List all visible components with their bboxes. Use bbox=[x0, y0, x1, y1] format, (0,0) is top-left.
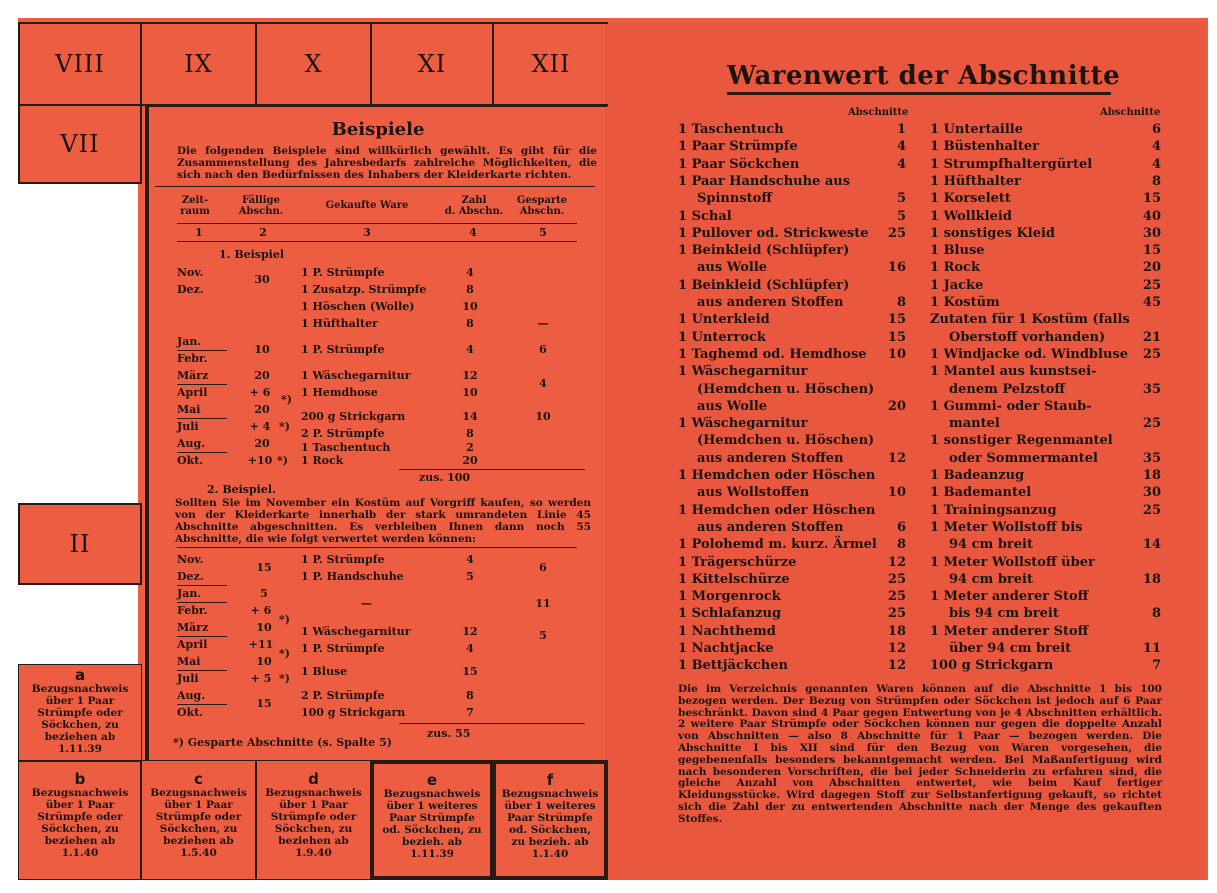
period: Okt. bbox=[177, 454, 204, 467]
due: + 6 bbox=[249, 386, 271, 399]
item-value: 16 bbox=[887, 260, 906, 276]
item-value: 10 bbox=[887, 485, 906, 501]
item-value: 6 bbox=[896, 519, 906, 535]
due: 5 bbox=[260, 587, 268, 600]
month-coupon-vii: VII bbox=[18, 104, 142, 184]
item-label: 1 Nachthemd bbox=[678, 623, 776, 639]
divider bbox=[177, 585, 227, 586]
item-value: 20 bbox=[1142, 260, 1161, 276]
item-label: 1 Morgenrock bbox=[678, 589, 781, 605]
item: 1 Zusatzp. Strümpfe bbox=[301, 283, 427, 296]
item-label: denem Pelzstoff bbox=[949, 381, 1066, 397]
item-value: 18 bbox=[1142, 468, 1161, 483]
item-label: 1 Badeanzug bbox=[930, 468, 1025, 483]
item-label: 1 Wollkleid bbox=[930, 208, 1012, 224]
month-coupon-xi: XI bbox=[370, 22, 494, 106]
item-value: 35 bbox=[1142, 450, 1161, 466]
item-label: 1 Gummi- oder Staub- bbox=[930, 398, 1092, 414]
warenwert-title: Warenwert der Abschnitte bbox=[727, 60, 1111, 95]
item-label: 1 Mantel aus kunstsei- bbox=[930, 364, 1097, 380]
count: 12 bbox=[462, 369, 478, 382]
due: 10 bbox=[254, 343, 270, 356]
item-label: 1 sonstiges Kleid bbox=[930, 225, 1056, 241]
period: April bbox=[177, 386, 208, 399]
period: Mai bbox=[177, 403, 201, 416]
item-value: 25 bbox=[887, 225, 906, 241]
item-label: 1 Büstenhalter bbox=[930, 139, 1039, 155]
col-number: 2 bbox=[259, 226, 267, 239]
item-value: 12 bbox=[887, 450, 906, 466]
header-faellige: Fällige Abschn. bbox=[238, 195, 284, 217]
item-label: aus Wollstoffen bbox=[697, 485, 810, 501]
coupon-letter: d bbox=[308, 770, 319, 788]
item-label: 1 Schlafanzug bbox=[678, 606, 782, 622]
period: Dez. bbox=[177, 570, 204, 583]
due: 10 bbox=[256, 621, 272, 634]
count: 5 bbox=[466, 570, 474, 583]
item-value: 25 bbox=[887, 606, 906, 622]
item-label: aus anderen Stoffen bbox=[697, 295, 844, 310]
coupon-letter: c bbox=[194, 770, 203, 788]
footnote: *) Gesparte Abschnitte (s. Spalte 5) bbox=[173, 736, 392, 749]
due: 20 bbox=[254, 437, 270, 450]
item-label: Spinnstoff bbox=[697, 191, 772, 207]
item-label: aus Wolle bbox=[697, 260, 768, 276]
item-label: oder Sommermantel bbox=[949, 450, 1098, 466]
saved: 4 bbox=[539, 377, 547, 390]
col-number: 5 bbox=[539, 226, 547, 239]
item-label: 1 Hüfthalter bbox=[930, 173, 1021, 189]
item-value: 25 bbox=[887, 571, 906, 587]
count: 20 bbox=[462, 454, 478, 467]
divider bbox=[177, 704, 227, 705]
item-value: 8 bbox=[1151, 606, 1161, 622]
divider bbox=[177, 547, 577, 548]
divider bbox=[177, 670, 227, 671]
footnote-star: *) bbox=[279, 647, 290, 660]
coupon-e bbox=[370, 760, 494, 880]
divider bbox=[177, 350, 227, 351]
item: 1 P. Strümpfe bbox=[301, 343, 385, 356]
item-value: 8 bbox=[1151, 173, 1161, 189]
count: 8 bbox=[466, 317, 474, 330]
item-value: 6 bbox=[1151, 122, 1161, 137]
item-label: 1 Jacke bbox=[930, 277, 984, 293]
item-label: 1 Kostüm bbox=[930, 295, 1000, 310]
count: 7 bbox=[466, 706, 474, 719]
item: 1 Rock bbox=[301, 454, 344, 467]
item-label: 1 Windjacke od. Windbluse bbox=[930, 346, 1129, 362]
due: 15 bbox=[256, 561, 272, 574]
count: 8 bbox=[466, 689, 474, 702]
divider bbox=[399, 723, 585, 724]
example-2-intro: Sollten Sie im November ein Kostüm auf Vorgriff kaufen, so werden von der Kleiderkarte innerhalb der stark umrandeten Linie 45 Abschnitte abgeschnitten. Es verbleiben Ihnen dann noch 55 Abschnitte, die wie folgt verwertet werden können: bbox=[175, 497, 591, 545]
item-value: 5 bbox=[896, 208, 906, 224]
due: 20 bbox=[254, 369, 270, 382]
item-label: 1 Bluse bbox=[930, 243, 985, 259]
month-coupon-ix: IX bbox=[140, 22, 257, 106]
item-value: 11 bbox=[1142, 641, 1161, 656]
item-label: 100 g Strickgarn bbox=[930, 658, 1054, 674]
item-value: 30 bbox=[1142, 485, 1161, 501]
coupon-letter: e bbox=[426, 771, 438, 789]
cut-out-hole bbox=[18, 183, 138, 503]
item-value: 4 bbox=[1151, 156, 1161, 172]
coupon-c bbox=[140, 760, 257, 880]
period: Jan. bbox=[177, 335, 202, 348]
period: März bbox=[177, 369, 209, 382]
col-number: 1 bbox=[195, 226, 203, 239]
period: Febr. bbox=[177, 604, 208, 617]
divider bbox=[155, 186, 595, 187]
item-value: 4 bbox=[896, 156, 906, 172]
item-label: (Hemdchen u. Höschen) bbox=[697, 433, 875, 449]
period: Dez. bbox=[177, 283, 204, 296]
beispiele-title: Beispiele bbox=[331, 119, 425, 140]
item: 100 g Strickgarn bbox=[301, 706, 406, 719]
item-value: 12 bbox=[887, 554, 906, 570]
due: + 6 bbox=[250, 604, 272, 617]
divider bbox=[177, 241, 577, 242]
item: 2 P. Strümpfe bbox=[301, 427, 385, 440]
coupon-f bbox=[492, 760, 608, 880]
item: 1 Wäschegarnitur bbox=[301, 369, 411, 382]
footnote-star: *) bbox=[277, 454, 288, 467]
item-label: 1 Taschentuch bbox=[678, 122, 784, 137]
coupon-letter: b bbox=[74, 770, 86, 788]
item-label: 1 Wäschegarnitur bbox=[678, 364, 808, 380]
coupon-letter: a bbox=[74, 666, 86, 684]
item-value: 12 bbox=[887, 641, 906, 656]
item: 1 P. Strümpfe bbox=[301, 553, 385, 566]
example-2-title: 2. Beispiel. bbox=[207, 483, 276, 496]
period: Mai bbox=[177, 655, 201, 668]
count: 10 bbox=[462, 300, 478, 313]
item: — bbox=[361, 597, 372, 610]
column-label-left: Abschnitte bbox=[848, 107, 909, 118]
item-label: 1 Beinkleid (Schlüpfer) bbox=[678, 243, 850, 259]
item-label: 1 Nachtjacke bbox=[678, 641, 774, 656]
due: +10 bbox=[247, 454, 273, 467]
footnote-star: *) bbox=[279, 420, 290, 433]
item-label: 1 Trägerschürze bbox=[678, 554, 797, 570]
coupon-a bbox=[18, 664, 142, 762]
saved: 6 bbox=[539, 343, 547, 356]
item-label: 94 cm breit bbox=[949, 537, 1033, 553]
coupon-text: Bezugsnachweis über 1 Paar Strümpfe oder Söckchen, zu beziehen ab 1.9.40 bbox=[265, 787, 362, 859]
period: Juli bbox=[177, 672, 199, 685]
due: 10 bbox=[256, 655, 272, 668]
item-label: 1 Polohemd m. kurz. Ärmel bbox=[678, 537, 877, 553]
month-coupon-x: X bbox=[255, 22, 372, 106]
item-label: aus anderen Stoffen bbox=[697, 450, 844, 466]
divider bbox=[177, 223, 577, 224]
example-1-title: 1. Beispiel bbox=[219, 248, 285, 261]
col-number: 4 bbox=[469, 226, 477, 239]
item-label: 1 Rock bbox=[930, 260, 980, 276]
item-label: 1 Kittelschürze bbox=[678, 571, 790, 587]
coupon-text: Bezugsnachweis über 1 Paar Strümpfe oder Söckchen, zu beziehen ab 1.5.40 bbox=[150, 787, 247, 859]
item-value: 8 bbox=[896, 537, 906, 553]
item: 200 g Strickgarn bbox=[301, 410, 406, 423]
item-label: 1 sonstiger Regenmantel bbox=[930, 433, 1113, 449]
item: 2 P. Strümpfe bbox=[301, 689, 385, 702]
item-label: bis 94 cm breit bbox=[949, 606, 1059, 622]
month-coupon-ii: II bbox=[18, 503, 142, 585]
item-label: (Hemdchen u. Höschen) bbox=[697, 381, 875, 397]
item-value: 21 bbox=[1142, 329, 1161, 345]
saved: 10 bbox=[535, 410, 551, 423]
item: 1 P. Handschuhe bbox=[301, 570, 404, 583]
saved: 5 bbox=[539, 629, 547, 642]
beispiele-intro: Die folgenden Beispiele sind willkürlich gewählt. Es gibt für die Zusammenstellung des Jahresbedarfs zahlreiche Möglichkeiten, die sich nach den Bedürfnissen des Inhabers der Kleiderkarte richten. bbox=[177, 145, 597, 181]
item-value: 7 bbox=[1151, 658, 1161, 674]
item-label: 1 Paar Strümpfe bbox=[678, 139, 798, 155]
coupon-text: Bezugsnachweis über 1 Paar Strümpfe oder Söckchen, zu beziehen ab 1.1.40 bbox=[31, 787, 129, 859]
header-zahl: Zahl d. Abschn. bbox=[444, 195, 504, 217]
cut-out-hole bbox=[18, 583, 138, 665]
example-2-sum: zus. 55 bbox=[427, 727, 471, 740]
item-label: 1 Meter Wollstoff über bbox=[930, 554, 1095, 570]
period: April bbox=[177, 638, 208, 651]
period: Aug. bbox=[177, 437, 206, 450]
item-label: 1 Meter anderer Stoff bbox=[930, 589, 1089, 605]
item-value: 12 bbox=[887, 658, 906, 674]
item-label: 1 Pullover od. Strickweste bbox=[678, 225, 869, 241]
item-value: 14 bbox=[1142, 537, 1161, 553]
count: 4 bbox=[466, 266, 474, 279]
item: 1 Bluse bbox=[301, 665, 348, 678]
footnote-star: *) bbox=[279, 672, 290, 685]
due: 20 bbox=[254, 403, 270, 416]
due: + 4 bbox=[249, 420, 271, 433]
due: 15 bbox=[256, 697, 272, 710]
item-label: 1 Schal bbox=[678, 208, 732, 224]
period: Nov. bbox=[177, 553, 204, 566]
count: 4 bbox=[466, 553, 474, 566]
count: 8 bbox=[466, 283, 474, 296]
month-coupon-xii: XII bbox=[492, 22, 608, 106]
footnote-star: *) bbox=[281, 393, 292, 406]
due: 30 bbox=[254, 273, 270, 286]
period: Aug. bbox=[177, 689, 206, 702]
item-value: 25 bbox=[1142, 502, 1161, 518]
col-number: 3 bbox=[363, 226, 371, 239]
item-value: 40 bbox=[1142, 208, 1161, 224]
item-label: 1 Unterrock bbox=[678, 329, 766, 345]
item-value: 25 bbox=[1142, 277, 1161, 293]
header-ware: Gekaufte Ware bbox=[325, 200, 409, 211]
item-value: 1 bbox=[896, 122, 906, 137]
item-value: 15 bbox=[887, 329, 906, 345]
item-label: 1 Meter anderer Stoff bbox=[930, 623, 1089, 639]
item: 1 P. Strümpfe bbox=[301, 642, 385, 655]
item-value: 18 bbox=[887, 623, 906, 639]
item-label: 1 Paar Söckchen bbox=[678, 156, 800, 172]
coupon-text: Bezugsnachweis über 1 weiteres Paar Strümpfe od. Söckchen, zu bezieh. ab 1.1.40 bbox=[501, 788, 599, 860]
column-label-right: Abschnitte bbox=[1100, 107, 1161, 118]
item-label: 1 Unterkleid bbox=[678, 312, 770, 328]
item-value: 5 bbox=[896, 191, 906, 207]
item-value: 25 bbox=[1142, 416, 1161, 432]
count: 12 bbox=[462, 625, 478, 638]
due: +11 bbox=[248, 638, 274, 651]
item-label: 1 Untertaille bbox=[930, 122, 1023, 137]
coupon-text: Bezugsnachweis über 1 weiteres Paar Strümpfe od. Söckchen, zu bezieh. ab 1.11.39 bbox=[382, 788, 482, 860]
header-gesparte: Gesparte Abschn. bbox=[516, 195, 568, 217]
item-label: 1 Beinkleid (Schlüpfer) bbox=[678, 277, 850, 293]
item: 1 P. Strümpfe bbox=[301, 266, 385, 279]
item-label: 1 Wäschegarnitur bbox=[678, 416, 808, 432]
item-label: 1 Trainingsanzug bbox=[930, 502, 1057, 518]
item-label: 1 Bettjäckchen bbox=[678, 658, 788, 674]
item-value: 15 bbox=[887, 312, 906, 328]
item-label: mantel bbox=[949, 416, 1000, 432]
item: 1 Taschentuch bbox=[301, 441, 391, 454]
period: Jan. bbox=[177, 587, 202, 600]
item-label: Zutaten für 1 Kostüm (falls bbox=[930, 312, 1130, 328]
item-value: 10 bbox=[887, 346, 906, 362]
divider bbox=[177, 602, 227, 603]
item: 1 Höschen (Wolle) bbox=[301, 300, 415, 313]
item-label: 1 Bademantel bbox=[930, 485, 1032, 501]
period: Juli bbox=[177, 420, 199, 433]
item-label: über 94 cm breit bbox=[949, 641, 1072, 656]
warenwert-footer-note: Die im Verzeichnis genannten Waren können auf die Abschnitte 1 bis 100 bezogen werden. Der Bezug von Strümpfen oder Söckchen ist jedoch auf 6 Paar beschränkt. Davon sind 4 Paar gegen Entwertung von je 4 Abschnitten erhältlich. 2 weitere Paar Strümpfe oder Söckchen können nur gegen die doppelte Anzahl von Abschnitten — also 8 Abschnitte für 1 Paar — bezogen werden. Die Abschnitte I bis XII sind für den Bezug von Waren vorgesehen, die gegebenenfalls besonders bekanntgemacht werden. Bei Maßanfertigung wird nach besonderen Vorschriften, die bei jeder Schneiderin zu erfahren sind, die gleiche Anzahl von Abschnitten entwertet, wie beim Kauf fertiger Kleidungsstücke. Wird dagegen Stoff zur Selbstanfertigung gekauft, so richtet sich die Zahl der zu entwertenden Abschnitte nach der Menge des gekauften Stoffes. bbox=[678, 683, 1162, 825]
count: 4 bbox=[466, 642, 474, 655]
item-value: 15 bbox=[1142, 191, 1161, 207]
saved: 11 bbox=[535, 597, 551, 610]
coupon-b bbox=[18, 760, 142, 880]
header-zeitraum: Zeit- raum bbox=[180, 195, 210, 217]
example-1-sum: zus. 100 bbox=[419, 471, 471, 484]
item-value: 20 bbox=[887, 398, 906, 414]
coupon-text: Bezugsnachweis über 1 Paar Strümpfe oder Söckchen, zu beziehen ab 1.11.39 bbox=[31, 683, 129, 755]
saved: — bbox=[537, 317, 549, 330]
count: 8 bbox=[466, 427, 474, 440]
divider bbox=[177, 636, 227, 637]
item-label: 1 Hemdchen oder Höschen bbox=[678, 468, 876, 483]
item: 1 Wäschegarnitur bbox=[301, 625, 411, 638]
divider bbox=[177, 384, 227, 385]
item-value: 4 bbox=[1151, 139, 1161, 155]
item: 1 Hüfthalter bbox=[301, 317, 378, 330]
coupon-d bbox=[255, 760, 372, 880]
item-label: 1 Strumpfhaltergürtel bbox=[930, 156, 1093, 172]
item-label: aus Wolle bbox=[697, 398, 768, 414]
due: + 5 bbox=[250, 672, 272, 685]
item-value: 25 bbox=[1142, 346, 1161, 362]
beispiele-panel bbox=[145, 104, 607, 760]
count: 15 bbox=[462, 665, 478, 678]
item-value: 25 bbox=[887, 589, 906, 605]
item-value: 4 bbox=[896, 139, 906, 155]
divider bbox=[177, 418, 227, 419]
count: 2 bbox=[466, 441, 474, 454]
item-value: 45 bbox=[1142, 295, 1161, 310]
count: 14 bbox=[462, 410, 478, 423]
month-coupon-viii: VIII bbox=[18, 22, 142, 106]
item-label: 1 Korselett bbox=[930, 191, 1011, 207]
period: Okt. bbox=[177, 706, 204, 719]
saved: 6 bbox=[539, 561, 547, 574]
footnote-star: *) bbox=[279, 613, 290, 626]
item-value: 35 bbox=[1142, 381, 1161, 397]
item-value: 8 bbox=[896, 295, 906, 310]
item-label: 1 Paar Handschuhe aus bbox=[678, 173, 851, 189]
period: Nov. bbox=[177, 266, 204, 279]
coupon-letter: f bbox=[546, 771, 554, 789]
item-label: 1 Hemdchen oder Höschen bbox=[678, 502, 876, 518]
item-label: aus anderen Stoffen bbox=[697, 519, 844, 535]
item-value: 18 bbox=[1142, 571, 1161, 587]
item: 1 Hemdhose bbox=[301, 386, 378, 399]
item-label: 1 Meter Wollstoff bis bbox=[930, 519, 1083, 535]
divider bbox=[399, 469, 585, 470]
item-value: 15 bbox=[1142, 243, 1161, 259]
item-label: 94 cm breit bbox=[949, 571, 1033, 587]
item-label: Oberstoff vorhanden) bbox=[949, 329, 1106, 345]
count: 10 bbox=[462, 386, 478, 399]
item-value: 30 bbox=[1142, 225, 1161, 241]
divider bbox=[177, 452, 227, 453]
period: Febr. bbox=[177, 352, 208, 365]
count: 4 bbox=[466, 343, 474, 356]
item-label: 1 Taghemd od. Hemdhose bbox=[678, 346, 867, 362]
period: März bbox=[177, 621, 209, 634]
